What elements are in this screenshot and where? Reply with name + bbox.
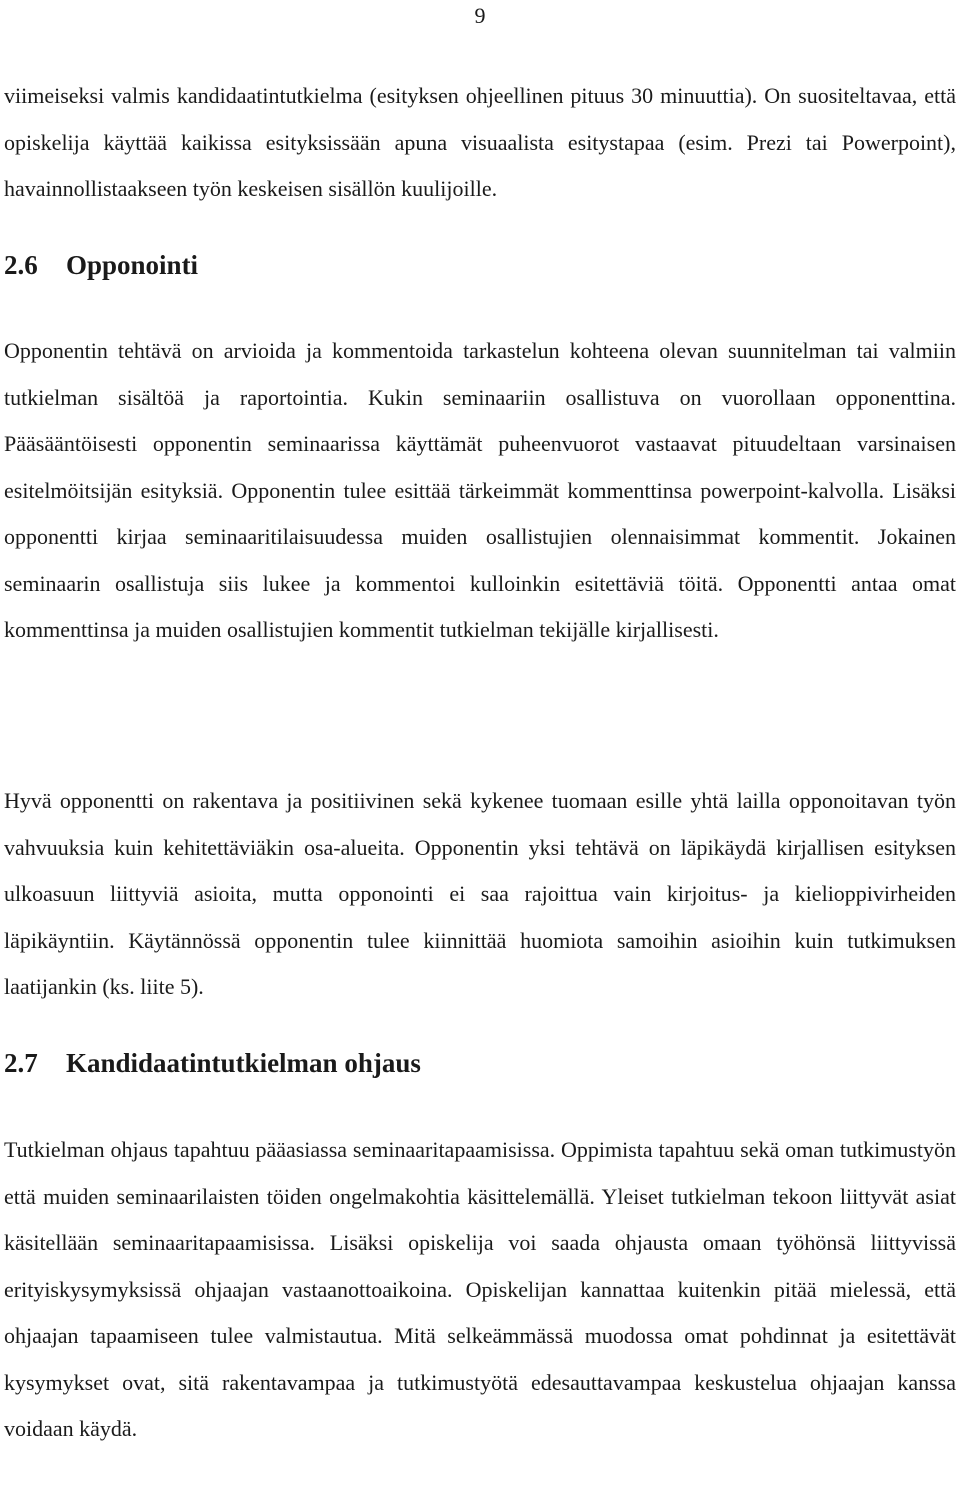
section-heading-2-7 <box>4 1046 421 1080</box>
paragraph-supervision: Tutkielman ohjaus tapahtuu pääasiassa seminaaritapaamisissa. Oppimista tapahtuu sekä oman tutkimustyön että muiden seminaarilaisten töiden ongelmakohtia käsittelemällä. Yleiset tutkielman tekoon liittyvät asiat käsitellään seminaaritapaamisissa. Lisäksi opiskelija voi saada ohjausta omaan työhönsä liittyvissä erityiskysymyksissä ohjaajan vastaanottoaikoina. Opiskelijan kannattaa kuitenkin pitää mielessä, että ohjaajan tapaamiseen tulee valmistautua. Mitä selkeämmässä muodossa omat pohdinnat ja esitettävät kysymykset ovat, sitä rakentavampaa ja tutkimustyötä edesauttavampaa keskustelua ohjaajan kanssa voidaan käydä. <box>4 1137 956 1441</box>
section-title: Kandidaatintutkielman ohjaus <box>66 1048 421 1078</box>
intro-paragraph: viimeiseksi valmis kandidaatintutkielma (esityksen ohjeellinen pituus 30 minuuttia). On suositeltavaa, että opiskelija käyttää kaikissa esityksissään apuna visuaalista esitystapaa (esim. Prezi tai Powerpoint), havainnollistaakseen työn keskeisen sisällön kuulijoille. <box>4 83 956 201</box>
page-number: 9 <box>474 3 486 28</box>
section-number: 2.6 <box>4 250 38 280</box>
paragraph-opponent-duties: Opponentin tehtävä on arvioida ja kommentoida tarkastelun kohteena olevan suunnitelman tai valmiin tutkielman sisältöä ja raportointia. Kukin seminaariin osallistuva on vuorollaan opponenttina. Pääsääntöisesti opponentin seminaarissa käyttämät puheenvuorot vastaavat pituudeltaan varsinaisen esitelmöitsijän esityksiä. Opponentin tulee esittää tärkeimmät kommenttinsa powerpoint-kalvolla. Lisäksi opponentti kirjaa seminaaritilaisuudessa muiden osallistujien olennaisimmat kommentit. Jokainen seminaarin osallistuja siis lukee ja kommentoi kulloinkin esitettäviä töitä. Opponentti antaa omat kommenttinsa ja muiden osallistujien kommentit tutkielman tekijälle kirjallisesti. <box>4 338 956 642</box>
section-heading-2-6 <box>4 248 198 282</box>
section-title: Opponointi <box>66 250 199 280</box>
paragraph-good-opponent: Hyvä opponentti on rakentava ja positiivinen sekä kykenee tuomaan esille yhtä lailla opponoitavan työn vahvuuksia kuin kehitettäviäkin osa-alueita. Opponentin yksi tehtävä on läpikäydä kirjallisen esityksen ulkoasuun liittyviä asioita, mutta opponointi ei saa rajoittua vain kirjoitus- ja kielioppivirheiden läpikäyntiin. Käytännössä opponentin tulee kiinnittää huomiota samoihin asioihin kuin tutkimuksen laatijankin (ks. liite 5). <box>4 788 956 999</box>
section-number: 2.7 <box>4 1048 38 1078</box>
